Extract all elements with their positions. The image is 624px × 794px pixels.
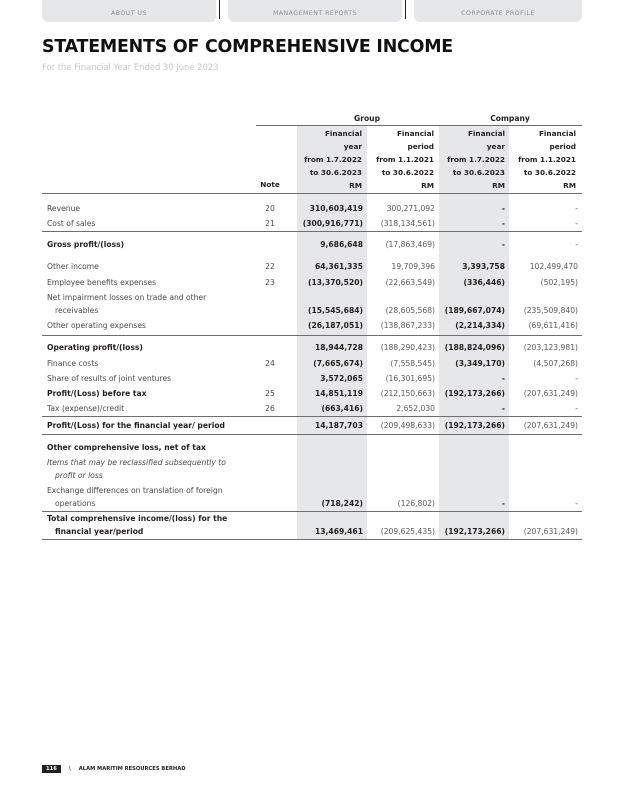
row-note: 22 [265,262,275,271]
group-header: Group [353,114,381,123]
page-subtitle: For the Financial Year Ended 30 June 2023 [42,62,219,72]
cell-company-period: - [575,499,578,508]
cell-company-year: 3,393,758 [462,262,505,271]
row-label-continued: receivables [55,306,99,315]
row-label-continued: operations [55,499,96,508]
tab-about-us[interactable]: ABOUT US [42,0,216,22]
section-heading: Other comprehensive loss, net of tax [47,443,206,452]
header-col-group-year: Financial year from 1.7.2022 to 30.6.2023 RM [304,129,362,190]
cell-group-period: (188,290,423) [380,343,435,352]
cell-group-period: (126,802) [397,499,435,508]
cell-company-year: (192,173,266) [444,421,505,430]
row-rule [42,434,582,435]
row-rule [42,231,582,232]
cell-group-year: (15,545,684) [308,306,363,315]
cell-group-year: (13,370,520) [308,278,363,287]
cell-company-period: - [575,240,578,249]
cell-group-period: (7,558,545) [390,359,435,368]
cell-group-year: 64,361,335 [314,262,363,271]
cell-company-year: (3,349,170) [455,359,505,368]
cell-company-period: (502,195) [540,278,578,287]
cell-company-period: 102,499,470 [529,262,578,271]
cell-company-period: (203,123,981) [523,343,578,352]
cell-group-period: (16,301,695) [385,374,435,383]
row-label: Net impairment losses on trade and other [47,293,207,302]
cell-group-year: (300,916,771) [302,219,363,228]
footer-separator: \ [68,766,71,772]
cell-group-period: (17,863,469) [385,240,435,249]
row-label: Revenue [47,204,81,213]
row-note: 20 [265,204,275,213]
cell-group-period: (318,134,561) [380,219,435,228]
cell-company-period: (4,507,268) [533,359,578,368]
row-label: Operating profit/(loss) [47,343,143,352]
row-rule [42,511,582,512]
section-subheading-continued: profit or loss [55,471,103,480]
cell-company-period: - [575,204,578,213]
page-number: 116 [42,765,61,773]
row-rule [42,335,582,336]
row-note: 23 [265,278,275,287]
cell-company-period: (207,631,249) [523,421,578,430]
cell-company-year: (192,173,266) [444,389,505,398]
cell-group-period: 2,652,030 [396,404,435,413]
section-subheading: Items that may be reclassified subsequently to [47,458,226,467]
header-col-company-year: Financial year from 1.7.2022 to 30.6.2023 RM [447,129,505,190]
top-navigation [42,0,582,22]
row-note: 21 [265,219,275,228]
cell-group-year: 310,603,419 [309,204,363,213]
row-rule [42,416,582,417]
cell-company-year: - [501,204,505,213]
company-header: Company [490,114,530,123]
row-label: Employee benefits expenses [47,278,157,287]
row-label: Other operating expenses [47,321,146,330]
row-note: 24 [265,359,275,368]
cell-company-period: (69,611,416) [528,321,578,330]
tab-divider [405,0,406,19]
cell-company-year: (188,824,096) [444,343,505,352]
cell-group-period: 300,271,092 [386,204,435,213]
cell-group-period: (138,867,233) [380,321,435,330]
cell-company-year: (336,446) [463,278,505,287]
cell-company-year: - [501,240,505,249]
cell-company-period: - [575,219,578,228]
row-label: Share of results of joint ventures [47,374,172,383]
cell-company-year: - [501,374,505,383]
row-label-continued: financial year/period [55,527,144,536]
cell-group-period: 19,709,396 [391,262,435,271]
row-label: Cost of sales [47,219,96,228]
cell-company-period: (207,631,249) [523,527,578,536]
row-note: 25 [265,389,275,398]
cell-group-period: (28,605,568) [385,306,435,315]
row-label: Total comprehensive income/(loss) for the [47,514,228,523]
page-title: STATEMENTS OF COMPREHENSIVE INCOME [42,37,453,57]
row-label: Profit/(Loss) for the financial year/ period [47,421,225,430]
page-footer [42,765,186,775]
cell-company-period: - [575,404,578,413]
cell-group-year: 3,572,065 [320,374,363,383]
cell-group-year: (718,242) [321,499,363,508]
row-label: Gross profit/(loss) [47,240,125,249]
tab-management-reports[interactable]: MANAGEMENT REPORTS [228,0,402,22]
tab-corporate-profile[interactable]: CORPORATE PROFILE [414,0,582,22]
header-bottom-rule [42,193,582,194]
cell-company-year: - [501,219,505,228]
cell-group-year: (7,665,674) [313,359,363,368]
cell-group-period: (209,625,435) [380,527,435,536]
header-rule [256,125,582,126]
cell-group-year: 18,944,728 [314,343,363,352]
cell-company-year: (2,214,334) [455,321,505,330]
cell-group-year: 13,469,461 [314,527,363,536]
cell-group-year: 14,851,119 [314,389,363,398]
cell-group-year: 9,686,648 [320,240,363,249]
cell-company-year: (189,667,074) [444,306,505,315]
cell-group-year: 14,187,703 [314,421,363,430]
cell-group-period: (22,663,549) [385,278,435,287]
cell-company-period: (207,631,249) [523,389,578,398]
table-bottom-rule [42,539,582,540]
cell-company-period: - [575,374,578,383]
tab-divider [219,0,220,19]
row-label: Tax (expense)/credit [47,404,125,413]
row-label: Finance costs [47,359,99,368]
row-label: Profit/(Loss) before tax [47,389,147,398]
cell-group-year: (663,416) [321,404,363,413]
cell-company-year: (192,173,266) [444,527,505,536]
cell-company-year: - [501,499,505,508]
footer-company: ALAM MARITIM RESOURCES BERHAD [78,766,186,772]
row-label: Exchange differences on translation of foreign [47,486,223,495]
cell-company-period: (235,509,840) [523,306,578,315]
header-note: Note [260,180,280,189]
row-note: 26 [265,404,275,413]
cell-group-period: (212,150,663) [380,389,435,398]
header-col-company-period: Financial period from 1.1.2021 to 30.6.2022 RM [518,129,576,190]
cell-group-period: (209,498,633) [380,421,435,430]
cell-company-year: - [501,404,505,413]
row-label: Other income [47,262,99,271]
header-col-group-period: Financial period from 1.1.2021 to 30.6.2022 RM [376,129,434,190]
cell-group-year: (26,187,051) [308,321,363,330]
